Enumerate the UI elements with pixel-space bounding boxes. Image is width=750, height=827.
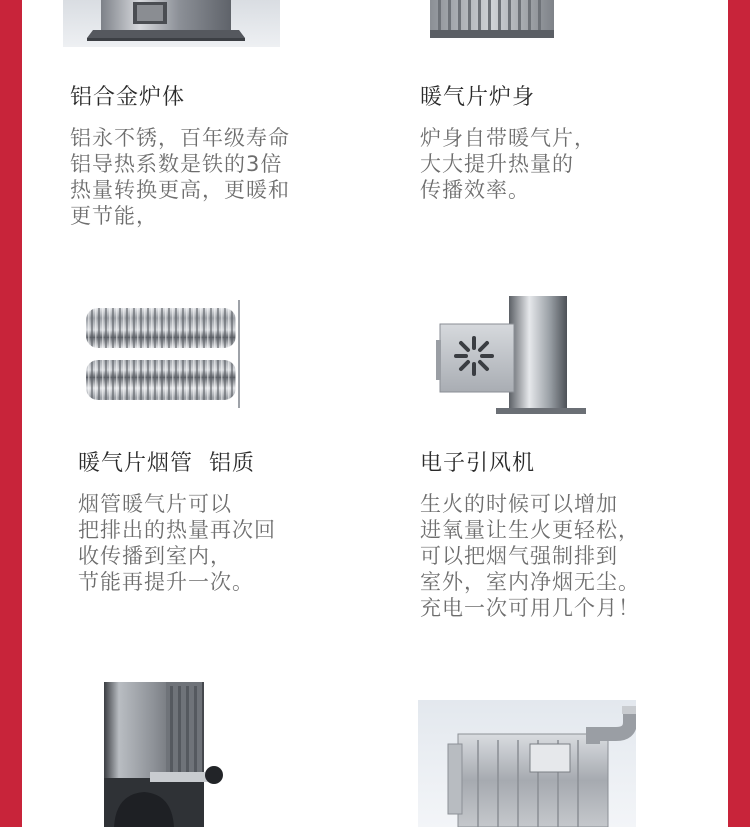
aluminum-stove-body-image (63, 0, 280, 47)
description-line: 可以把烟气强制排到 (420, 544, 618, 568)
description-line: 热量转换更高，更暖和 (70, 178, 290, 202)
description-line: 炉身自带暖气片， (420, 126, 596, 150)
description-line: 烟管暖气片可以 (78, 492, 232, 516)
stove-door-image (104, 682, 254, 827)
feature-flue-pipe (78, 446, 276, 595)
feature-description (420, 125, 596, 203)
description-line: 室外，室内净烟无尘。 (420, 570, 640, 594)
feature-title: 暖气片炉身 (420, 85, 536, 110)
product-feature-panel (22, 0, 728, 827)
feature-radiator-body (420, 80, 596, 203)
description-line: 节能再提升一次。 (78, 570, 254, 594)
description-line: 铝导热系数是铁的3倍 (70, 152, 283, 176)
feature-description (70, 125, 290, 229)
stove-side-view-image (418, 700, 636, 827)
description-line: 传播效率。 (420, 178, 530, 202)
description-line: 进氧量让生火更轻松， (420, 518, 640, 542)
right-red-border (728, 0, 750, 827)
description-line: 收传播到室内， (78, 544, 232, 568)
feature-description (420, 491, 640, 621)
feature-description (78, 491, 276, 595)
feature-title: 暖气片烟管 铝质 (78, 451, 255, 476)
corrugated-flue-pipe-image (84, 298, 242, 410)
radiator-body-image (430, 0, 554, 38)
description-line: 铝永不锈，百年级寿命 (70, 126, 290, 150)
description-line: 把排出的热量再次回 (78, 518, 276, 542)
feature-draft-fan (420, 446, 640, 621)
feature-title: 铝合金炉体 (70, 85, 186, 110)
description-line: 生火的时候可以增加 (420, 492, 618, 516)
description-line: 更节能， (70, 204, 158, 228)
description-line: 大大提升热量的 (420, 152, 574, 176)
feature-aluminum-body (70, 80, 290, 229)
description-line: 充电一次可用几个月！ (420, 596, 640, 620)
left-red-border (0, 0, 22, 827)
feature-title: 电子引风机 (420, 451, 536, 476)
draft-fan-image (436, 296, 586, 414)
